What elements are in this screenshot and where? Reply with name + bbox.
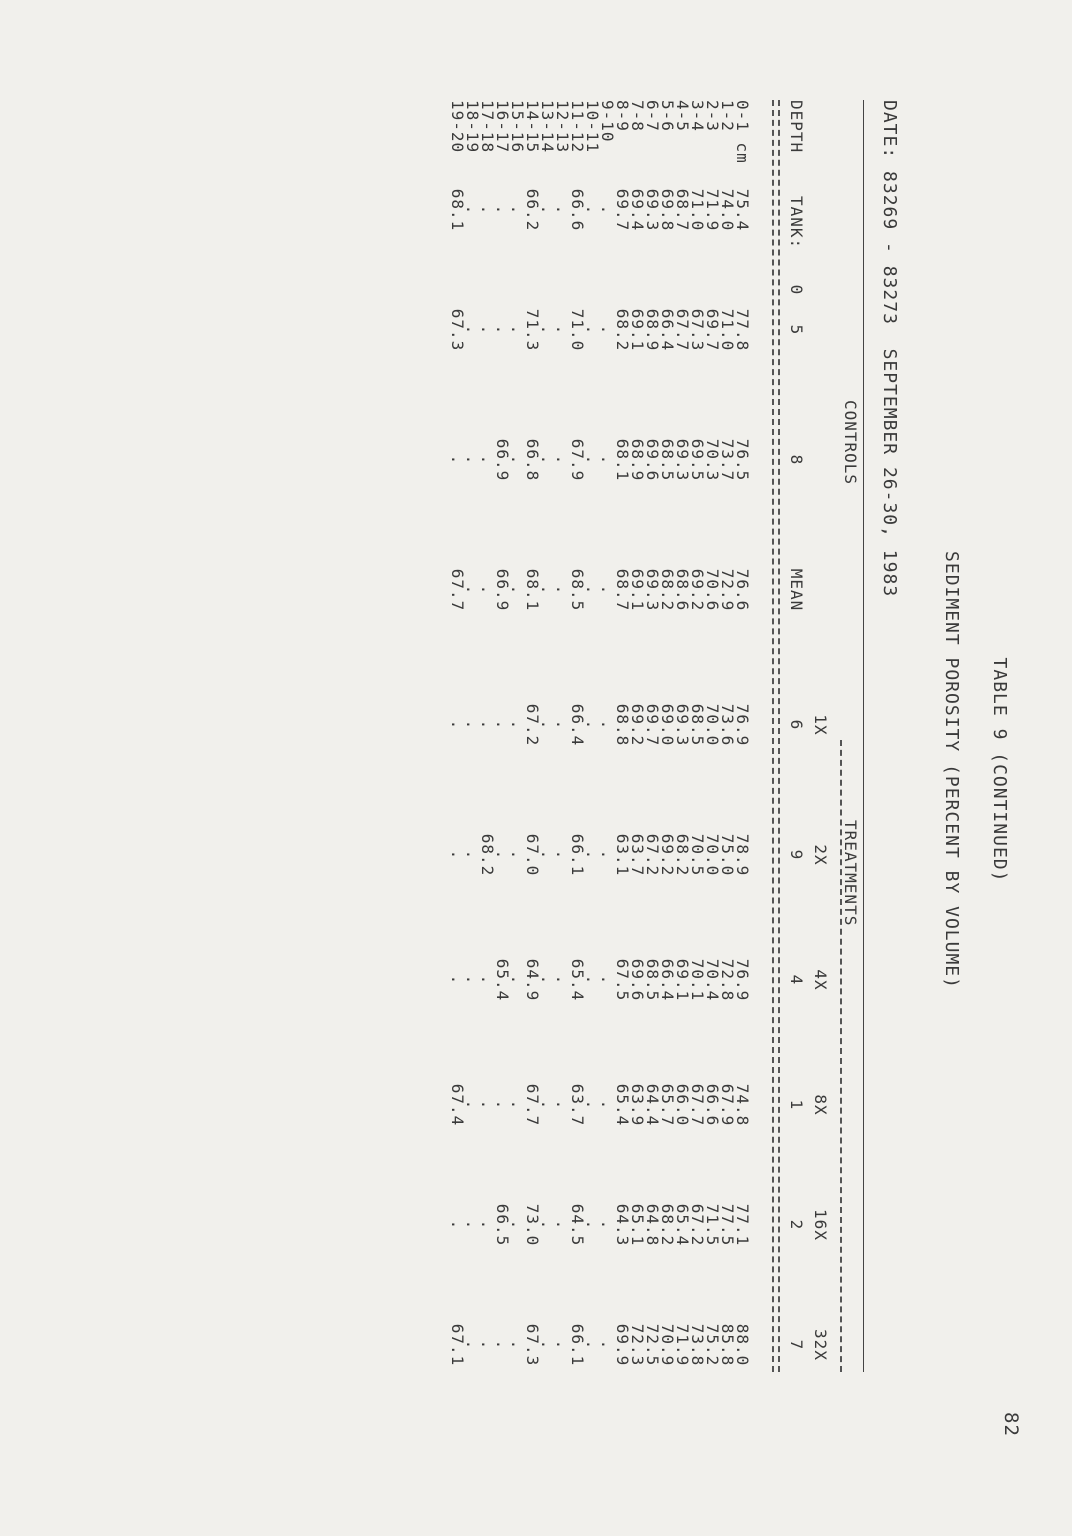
table-cell: .	[598, 974, 617, 986]
table-cell: .	[493, 1339, 512, 1351]
table-cell: 70.0	[703, 703, 722, 747]
table-cell: 66.4	[568, 703, 587, 747]
row-depth: 18-19	[463, 100, 482, 154]
header-treatment: 1X	[811, 714, 830, 736]
table-cell: 68.1	[523, 568, 542, 612]
table-cell: 68.1	[613, 438, 632, 482]
table-cell: 77.8	[733, 308, 752, 352]
table-cell: 63.1	[613, 833, 632, 877]
table-cell: .	[478, 204, 497, 216]
table-cell: 75.0	[718, 833, 737, 877]
table-cell: 71.0	[718, 308, 737, 352]
table-cell: 63.7	[628, 833, 647, 877]
table-cell: 66.9	[493, 568, 512, 612]
table-cell: 69.9	[613, 1323, 632, 1367]
table-cell: .	[583, 204, 602, 216]
table-cell: 67.9	[568, 438, 587, 482]
table-cell: .	[553, 324, 572, 336]
header-tank: 9	[787, 849, 806, 861]
table-cell: 75.2	[703, 1323, 722, 1367]
row-depth: 2-3	[703, 100, 722, 132]
table-cell: 67.4	[448, 1083, 467, 1127]
table-title: TABLE 9 (CONTINUED)	[989, 657, 1010, 883]
table-cell: 71.3	[523, 308, 542, 352]
table-cell: .	[493, 719, 512, 731]
table-cell: .	[508, 324, 527, 336]
table-cell: .	[538, 584, 557, 596]
table-cell: .	[478, 1219, 497, 1231]
table-cell: .	[448, 454, 467, 466]
table-cell: 66.4	[658, 958, 677, 1002]
rule-top	[863, 100, 864, 1372]
table-cell: .	[493, 204, 512, 216]
table-cell: 70.3	[703, 438, 722, 482]
table-cell: 68.2	[613, 308, 632, 352]
table-cell: .	[553, 1099, 572, 1111]
table-cell: 68.9	[643, 308, 662, 352]
table-cell: 65.4	[673, 1203, 692, 1247]
table-cell: .	[538, 974, 557, 986]
table-cell: 68.8	[613, 703, 632, 747]
table-cell: 68.5	[658, 438, 677, 482]
table-cell: .	[493, 324, 512, 336]
table-cell: 72.5	[643, 1323, 662, 1367]
row-depth: 0-1 cm	[733, 100, 752, 164]
table-cell: .	[508, 1099, 527, 1111]
header-tank: 6	[787, 719, 806, 731]
header-tank-label: TANK:	[787, 196, 806, 250]
table-cell: 69.2	[658, 833, 677, 877]
table-cell: 69.7	[643, 703, 662, 747]
table-cell: .	[493, 849, 512, 861]
table-cell: .	[508, 204, 527, 216]
table-cell: 69.5	[688, 438, 707, 482]
row-depth: 12-13	[553, 100, 572, 154]
table-cell: 66.8	[523, 438, 542, 482]
header-tank: 1	[787, 1099, 806, 1111]
table-cell: 66.0	[673, 1083, 692, 1127]
table-cell: 69.2	[688, 568, 707, 612]
table-cell: .	[583, 454, 602, 466]
table-cell: 72.3	[628, 1323, 647, 1367]
page-number: 82	[1000, 1412, 1022, 1437]
table-cell: .	[448, 719, 467, 731]
header-tank: 4	[787, 974, 806, 986]
row-depth: 16-17	[493, 100, 512, 154]
row-depth: 11-12	[568, 100, 587, 154]
table-cell: 69.3	[643, 188, 662, 232]
table-cell: 64.9	[523, 958, 542, 1002]
table-cell: .	[508, 1339, 527, 1351]
table-subtitle: SEDIMENT POROSITY (PERCENT BY VOLUME)	[941, 551, 962, 989]
table-cell: .	[598, 1219, 617, 1231]
header-treatment: 4X	[811, 969, 830, 991]
table-cell: .	[583, 584, 602, 596]
table-cell: 66.4	[658, 308, 677, 352]
table-cell: .	[463, 324, 482, 336]
table-cell: 64.3	[613, 1203, 632, 1247]
table-cell: .	[583, 1219, 602, 1231]
table-cell: 71.9	[703, 188, 722, 232]
table-cell: 64.8	[643, 1203, 662, 1247]
table-cell: .	[448, 849, 467, 861]
table-cell: 73.8	[688, 1323, 707, 1367]
header-tank: 7	[787, 1339, 806, 1351]
table-cell: .	[538, 324, 557, 336]
table-cell: .	[598, 849, 617, 861]
table-cell: 70.0	[703, 833, 722, 877]
table-cell: .	[598, 1339, 617, 1351]
table-cell: 68.5	[688, 703, 707, 747]
table-cell: 77.1	[733, 1203, 752, 1247]
header-tank: 2	[787, 1219, 806, 1231]
table-cell: 69.8	[658, 188, 677, 232]
table-cell: 73.6	[718, 703, 737, 747]
table-cell: .	[538, 719, 557, 731]
table-cell: 69.0	[658, 703, 677, 747]
header-treatment: 2X	[811, 844, 830, 866]
table-cell: 65.1	[628, 1203, 647, 1247]
table-cell: .	[553, 204, 572, 216]
table-cell: 66.6	[568, 188, 587, 232]
table-cell: 88.0	[733, 1323, 752, 1367]
table-cell: 68.7	[613, 568, 632, 612]
table-cell: .	[553, 849, 572, 861]
table-cell: .	[598, 584, 617, 596]
table-cell: 67.3	[688, 308, 707, 352]
header-tank: 8	[787, 454, 806, 466]
table-cell: 69.6	[628, 958, 647, 1002]
table-cell: 73.0	[523, 1203, 542, 1247]
table-cell: .	[583, 974, 602, 986]
table-cell: .	[598, 1099, 617, 1111]
table-cell: 69.2	[628, 703, 647, 747]
table-cell: 69.3	[673, 438, 692, 482]
table-cell: .	[478, 1339, 497, 1351]
table-cell: .	[538, 204, 557, 216]
table-cell: .	[598, 204, 617, 216]
table-cell: .	[478, 719, 497, 731]
row-depth: 10-11	[583, 100, 602, 154]
table-cell: 70.5	[688, 833, 707, 877]
table-cell: .	[448, 1219, 467, 1231]
table-cell: 72.8	[718, 958, 737, 1002]
table-cell: 67.0	[523, 833, 542, 877]
row-depth: 15-16	[508, 100, 527, 154]
table-cell: 66.1	[568, 833, 587, 877]
table-cell: .	[598, 454, 617, 466]
table-cell: 77.5	[718, 1203, 737, 1247]
table-cell: 69.7	[613, 188, 632, 232]
table-cell: 67.3	[448, 308, 467, 352]
table-cell: 69.1	[673, 958, 692, 1002]
table-cell: .	[463, 1099, 482, 1111]
row-depth: 5-6	[658, 100, 677, 132]
header-treatment: 16X	[811, 1209, 830, 1241]
table-cell: .	[478, 974, 497, 986]
header-treatment: 32X	[811, 1329, 830, 1361]
table-cell: 65.7	[658, 1083, 677, 1127]
table-cell: 66.2	[523, 188, 542, 232]
table-cell: .	[478, 454, 497, 466]
treatments-group-label: TREATMENTS	[841, 820, 860, 927]
table-cell: .	[538, 1219, 557, 1231]
table-cell: 67.1	[448, 1323, 467, 1367]
table-cell: 70.9	[658, 1323, 677, 1367]
table-cell: 66.9	[493, 438, 512, 482]
table-cell: 67.3	[523, 1323, 542, 1367]
table-cell: .	[508, 454, 527, 466]
table-cell: 63.7	[568, 1083, 587, 1127]
table-cell: 85.8	[718, 1323, 737, 1367]
table-cell: 68.2	[658, 1203, 677, 1247]
table-cell: 68.2	[658, 568, 677, 612]
table-cell: 64.4	[643, 1083, 662, 1127]
table-cell: .	[463, 719, 482, 731]
table-cell: 70.1	[688, 958, 707, 1002]
table-cell: .	[508, 849, 527, 861]
header-tank: 5	[787, 324, 806, 336]
table-cell: 76.9	[733, 958, 752, 1002]
row-depth: 6-7	[643, 100, 662, 132]
table-cell: 69.7	[703, 308, 722, 352]
table-cell: 68.6	[673, 568, 692, 612]
row-depth: 7-8	[628, 100, 647, 132]
rotated-table-page	[190, 100, 1010, 1440]
table-cell: .	[493, 1099, 512, 1111]
table-cell: .	[463, 1339, 482, 1351]
table-cell: .	[538, 849, 557, 861]
table-cell: .	[583, 324, 602, 336]
table-cell: .	[553, 974, 572, 986]
table-cell: 68.2	[673, 833, 692, 877]
table-cell: .	[463, 454, 482, 466]
table-cell: 69.3	[673, 703, 692, 747]
table-cell: 67.2	[523, 703, 542, 747]
table-cell: 69.3	[643, 568, 662, 612]
table-cell: 76.5	[733, 438, 752, 482]
table-cell: 67.7	[448, 568, 467, 612]
header-tank: 0	[787, 284, 806, 296]
table-cell: 68.5	[568, 568, 587, 612]
table-cell: 69.1	[628, 308, 647, 352]
row-depth: 9-10	[598, 100, 617, 143]
table-cell: .	[463, 584, 482, 596]
table-cell: 66.1	[568, 1323, 587, 1367]
table-cell: .	[553, 719, 572, 731]
table-cell: 76.9	[733, 703, 752, 747]
table-cell: .	[508, 1219, 527, 1231]
table-cell: 68.7	[673, 188, 692, 232]
row-depth: 17-18	[478, 100, 497, 154]
table-cell: 71.9	[673, 1323, 692, 1367]
table-cell: 67.2	[688, 1203, 707, 1247]
row-depth: 3-4	[688, 100, 707, 132]
table-cell: .	[478, 584, 497, 596]
table-cell: .	[538, 454, 557, 466]
rule-treatments	[840, 740, 842, 1372]
table-cell: .	[463, 204, 482, 216]
table-cell: .	[538, 1099, 557, 1111]
table-cell: 71.0	[688, 188, 707, 232]
table-cell: .	[583, 1099, 602, 1111]
table-cell: 64.5	[568, 1203, 587, 1247]
header-depth: DEPTH	[787, 100, 806, 154]
table-cell: .	[478, 324, 497, 336]
table-cell: 68.2	[478, 833, 497, 877]
table-cell: 78.9	[733, 833, 752, 877]
table-cell: .	[583, 719, 602, 731]
rule-header	[772, 100, 780, 1372]
table-cell: .	[463, 974, 482, 986]
row-depth: 4-5	[673, 100, 692, 132]
table-cell: 63.9	[628, 1083, 647, 1127]
table-cell: 66.6	[703, 1083, 722, 1127]
table-cell: .	[508, 719, 527, 731]
table-cell: 72.9	[718, 568, 737, 612]
table-cell: 65.4	[613, 1083, 632, 1127]
table-cell: 74.0	[718, 188, 737, 232]
table-cell: 66.5	[493, 1203, 512, 1247]
table-cell: .	[553, 1339, 572, 1351]
table-cell: 69.4	[628, 188, 647, 232]
table-cell: .	[598, 324, 617, 336]
row-depth: 13-14	[538, 100, 557, 154]
table-cell: 68.5	[643, 958, 662, 1002]
table-cell: .	[508, 584, 527, 596]
table-cell: 68.9	[628, 438, 647, 482]
table-cell: .	[583, 849, 602, 861]
table-cell: 70.6	[703, 568, 722, 612]
table-cell: 67.7	[688, 1083, 707, 1127]
table-cell: 65.4	[493, 958, 512, 1002]
table-cell: .	[508, 974, 527, 986]
table-cell: 75.4	[733, 188, 752, 232]
controls-group-label: CONTROLS	[841, 400, 860, 486]
table-cell: 67.5	[613, 958, 632, 1002]
table-cell: .	[478, 1099, 497, 1111]
table-cell: 70.4	[703, 958, 722, 1002]
table-cell: .	[553, 1219, 572, 1231]
table-cell: 67.2	[643, 833, 662, 877]
table-cell: 71.5	[703, 1203, 722, 1247]
row-depth: 1-2	[718, 100, 737, 132]
table-cell: 65.4	[568, 958, 587, 1002]
table-cell: 67.7	[673, 308, 692, 352]
date-line: DATE: 83269 - 83273 SEPTEMBER 26-30, 1983	[879, 100, 900, 598]
table-cell: 69.1	[628, 568, 647, 612]
table-cell: .	[583, 1339, 602, 1351]
row-depth: 19-20	[448, 100, 467, 154]
table-cell: .	[538, 1339, 557, 1351]
table-cell: .	[463, 849, 482, 861]
table-cell: 73.7	[718, 438, 737, 482]
table-cell: 67.9	[718, 1083, 737, 1127]
table-cell: .	[598, 719, 617, 731]
table-cell: 68.1	[448, 188, 467, 232]
table-cell: 69.6	[643, 438, 662, 482]
table-cell: .	[553, 584, 572, 596]
table-cell: .	[463, 1219, 482, 1231]
table-cell: 67.7	[523, 1083, 542, 1127]
table-cell: .	[448, 974, 467, 986]
table-cell: 76.6	[733, 568, 752, 612]
header-tank: MEAN	[787, 568, 806, 612]
table-cell: 74.8	[733, 1083, 752, 1127]
row-depth: 8-9	[613, 100, 632, 132]
table-cell: .	[553, 454, 572, 466]
table-cell: 71.0	[568, 308, 587, 352]
row-depth: 14-15	[523, 100, 542, 154]
header-treatment: 8X	[811, 1094, 830, 1116]
